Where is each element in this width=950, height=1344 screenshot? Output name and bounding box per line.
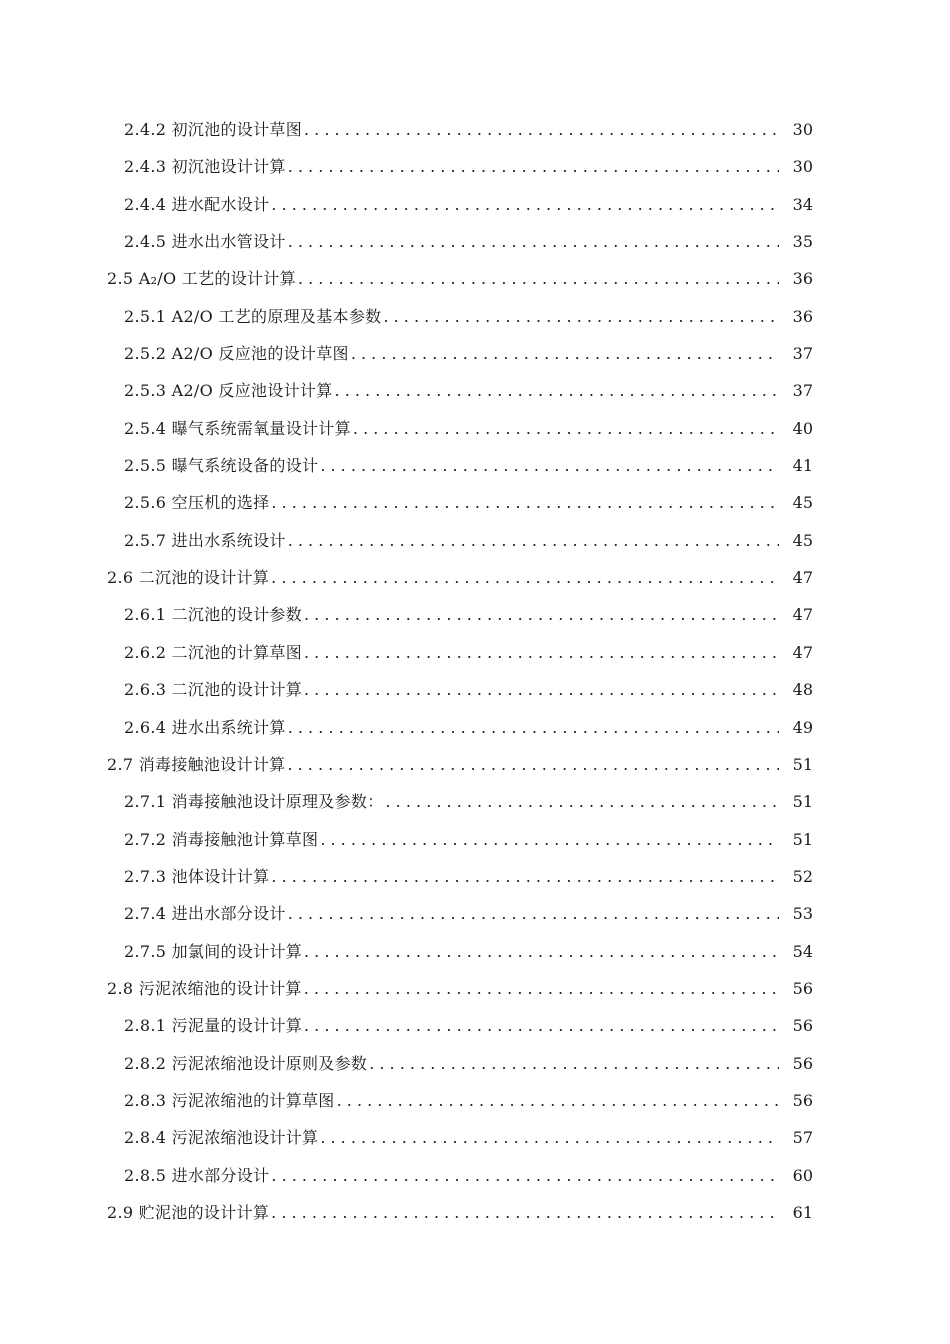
toc-entry[interactable]	[0, 560, 950, 597]
toc-dot-leader	[271, 867, 779, 887]
toc-dot-leader	[304, 643, 779, 663]
toc-entry-page-number: 57	[792, 1128, 813, 1148]
toc-entry-page-number: 36	[792, 306, 813, 326]
toc-entry[interactable]	[0, 149, 950, 186]
toc-entry[interactable]	[0, 224, 950, 261]
toc-entry-title: 2.5.5 曝气系统设备的设计	[124, 456, 319, 476]
toc-dot-leader	[304, 605, 779, 625]
toc-dot-leader	[320, 830, 779, 850]
toc-entry-page-number: 37	[792, 381, 813, 401]
toc-entry-title: 2.6.2 二沉池的计算草图	[124, 642, 302, 662]
toc-dot-leader	[287, 755, 779, 775]
toc-entry-title: 2.6.1 二沉池的设计参数	[124, 605, 302, 625]
toc-entry-title: 2.7.5 加氯间的设计计算	[124, 941, 302, 961]
toc-entry-title: 2.5.7 进出水系统设计	[124, 530, 286, 550]
toc-entry-page-number: 56	[792, 978, 813, 998]
toc-entry-title: 2.8.1 污泥量的设计计算	[124, 1016, 302, 1036]
toc-entry[interactable]	[0, 597, 950, 634]
toc-entry-title: 2.9 贮泥池的设计计算	[107, 1202, 270, 1222]
toc-entry[interactable]	[0, 1195, 950, 1232]
toc-dot-leader	[353, 419, 779, 439]
toc-entry-title: 2.5.1 A2/O 工艺的原理及基本参数	[124, 306, 382, 326]
toc-entry-page-number: 48	[792, 680, 813, 700]
toc-dot-leader	[369, 1054, 779, 1074]
toc-entry[interactable]	[0, 971, 950, 1008]
toc-entry-page-number: 51	[792, 754, 813, 774]
toc-entry-title: 2.5.3 A2/O 反应池设计计算	[124, 381, 333, 401]
toc-entry-title: 2.4.2 初沉池的设计草图	[124, 120, 302, 139]
toc-entry[interactable]	[0, 523, 950, 560]
toc-dot-leader	[304, 979, 779, 999]
toc-entry-title: 2.8.2 污泥浓缩池设计原则及参数	[124, 1053, 368, 1073]
toc-entry-page-number: 45	[792, 530, 813, 550]
toc-entry-page-number: 51	[792, 792, 813, 812]
toc-entry[interactable]	[0, 635, 950, 672]
toc-dot-leader	[304, 942, 779, 962]
toc-dot-leader	[351, 344, 779, 364]
toc-entry-page-number: 56	[792, 1016, 813, 1036]
toc-entry-title: 2.8.5 进水部分设计	[124, 1165, 270, 1185]
toc-entry-page-number: 37	[792, 344, 813, 364]
toc-dot-leader	[288, 904, 779, 924]
toc-dot-leader	[304, 680, 779, 700]
toc-entry[interactable]	[0, 1008, 950, 1045]
table-of-contents	[0, 112, 950, 1232]
toc-entry-title: 2.6 二沉池的设计计算	[107, 568, 270, 588]
toc-dot-leader	[271, 568, 779, 588]
toc-entry-page-number: 36	[792, 269, 813, 289]
toc-entry[interactable]	[0, 934, 950, 971]
toc-entry[interactable]	[0, 1046, 950, 1083]
toc-entry[interactable]	[0, 187, 950, 224]
toc-entry[interactable]	[0, 485, 950, 522]
toc-entry-page-number: 56	[792, 1090, 813, 1110]
toc-entry[interactable]	[0, 299, 950, 336]
toc-dot-leader	[386, 792, 780, 812]
toc-dot-leader	[335, 381, 779, 401]
toc-entry[interactable]	[0, 373, 950, 410]
toc-entry-title: 2.7.3 池体设计计算	[124, 866, 270, 886]
toc-dot-leader	[304, 1016, 779, 1036]
toc-entry-page-number: 40	[792, 418, 813, 438]
toc-dot-leader	[288, 232, 779, 252]
toc-entry[interactable]	[0, 411, 950, 448]
toc-dot-leader	[288, 157, 779, 177]
toc-entry[interactable]	[0, 822, 950, 859]
toc-entry-title: 2.6.4 进水出系统计算	[124, 717, 286, 737]
toc-dot-leader	[320, 456, 779, 476]
toc-entry-page-number: 54	[792, 941, 813, 961]
toc-entry-title: 2.7.1 消毒接触池设计原理及参数：	[124, 792, 384, 812]
toc-entry[interactable]	[0, 448, 950, 485]
toc-entry-title: 2.5 A₂/O 工艺的设计计算	[107, 269, 296, 289]
toc-dot-leader	[288, 718, 779, 738]
toc-entry-page-number: 61	[792, 1202, 813, 1222]
toc-entry[interactable]	[0, 896, 950, 933]
toc-entry[interactable]	[0, 112, 950, 149]
toc-entry-title: 2.5.2 A2/O 反应池的设计草图	[124, 344, 349, 364]
toc-entry-page-number: 34	[792, 194, 813, 214]
toc-entry-title: 2.6.3 二沉池的设计计算	[124, 680, 302, 700]
toc-entry-title: 2.7.4 进出水部分设计	[124, 904, 286, 924]
toc-entry[interactable]	[0, 859, 950, 896]
toc-dot-leader	[298, 269, 779, 289]
toc-entry[interactable]	[0, 336, 950, 373]
toc-entry-title: 2.4.5 进水出水管设计	[124, 232, 286, 252]
toc-dot-leader	[304, 120, 779, 140]
toc-entry-title: 2.5.4 曝气系统需氧量设计计算	[124, 418, 351, 438]
toc-entry-page-number: 35	[792, 232, 813, 252]
toc-entry-title: 2.8.4 污泥浓缩池设计计算	[124, 1128, 319, 1148]
toc-entry-page-number: 47	[792, 642, 813, 662]
toc-entry-page-number: 53	[792, 904, 813, 924]
toc-dot-leader	[383, 307, 779, 327]
toc-entry-title: 2.7.2 消毒接触池计算草图	[124, 829, 319, 849]
toc-entry[interactable]	[0, 1158, 950, 1195]
toc-dot-leader	[337, 1091, 779, 1111]
toc-dot-leader	[271, 1166, 779, 1186]
toc-entry-page-number: 30	[792, 120, 813, 139]
toc-entry[interactable]	[0, 1120, 950, 1157]
toc-dot-leader	[288, 531, 779, 551]
toc-entry-title: 2.4.3 初沉池设计计算	[124, 157, 286, 177]
toc-entry-title: 2.8 污泥浓缩池的设计计算	[107, 978, 302, 998]
toc-entry-title: 2.7 消毒接触池设计计算	[107, 754, 286, 774]
toc-entry-page-number: 51	[792, 829, 813, 849]
toc-entry-page-number: 56	[792, 1053, 813, 1073]
toc-entry[interactable]	[0, 1083, 950, 1120]
toc-dot-leader	[271, 1203, 779, 1223]
toc-entry-page-number: 30	[792, 157, 813, 177]
toc-entry[interactable]	[0, 784, 950, 821]
toc-entry-page-number: 47	[792, 605, 813, 625]
toc-dot-leader	[271, 493, 779, 513]
toc-dot-leader	[271, 195, 779, 215]
toc-entry-page-number: 52	[792, 866, 813, 886]
toc-entry-title: 2.5.6 空压机的选择	[124, 493, 270, 513]
toc-entry-page-number: 45	[792, 493, 813, 513]
toc-entry-page-number: 47	[792, 568, 813, 588]
toc-entry[interactable]	[0, 710, 950, 747]
toc-entry-title: 2.4.4 进水配水设计	[124, 194, 270, 214]
toc-entry-page-number: 60	[792, 1165, 813, 1185]
toc-entry[interactable]	[0, 747, 950, 784]
toc-entry-title: 2.8.3 污泥浓缩池的计算草图	[124, 1090, 335, 1110]
toc-entry[interactable]	[0, 261, 950, 298]
toc-entry[interactable]	[0, 672, 950, 709]
toc-entry-page-number: 41	[792, 456, 813, 476]
toc-dot-leader	[320, 1128, 779, 1148]
toc-entry-page-number: 49	[792, 717, 813, 737]
